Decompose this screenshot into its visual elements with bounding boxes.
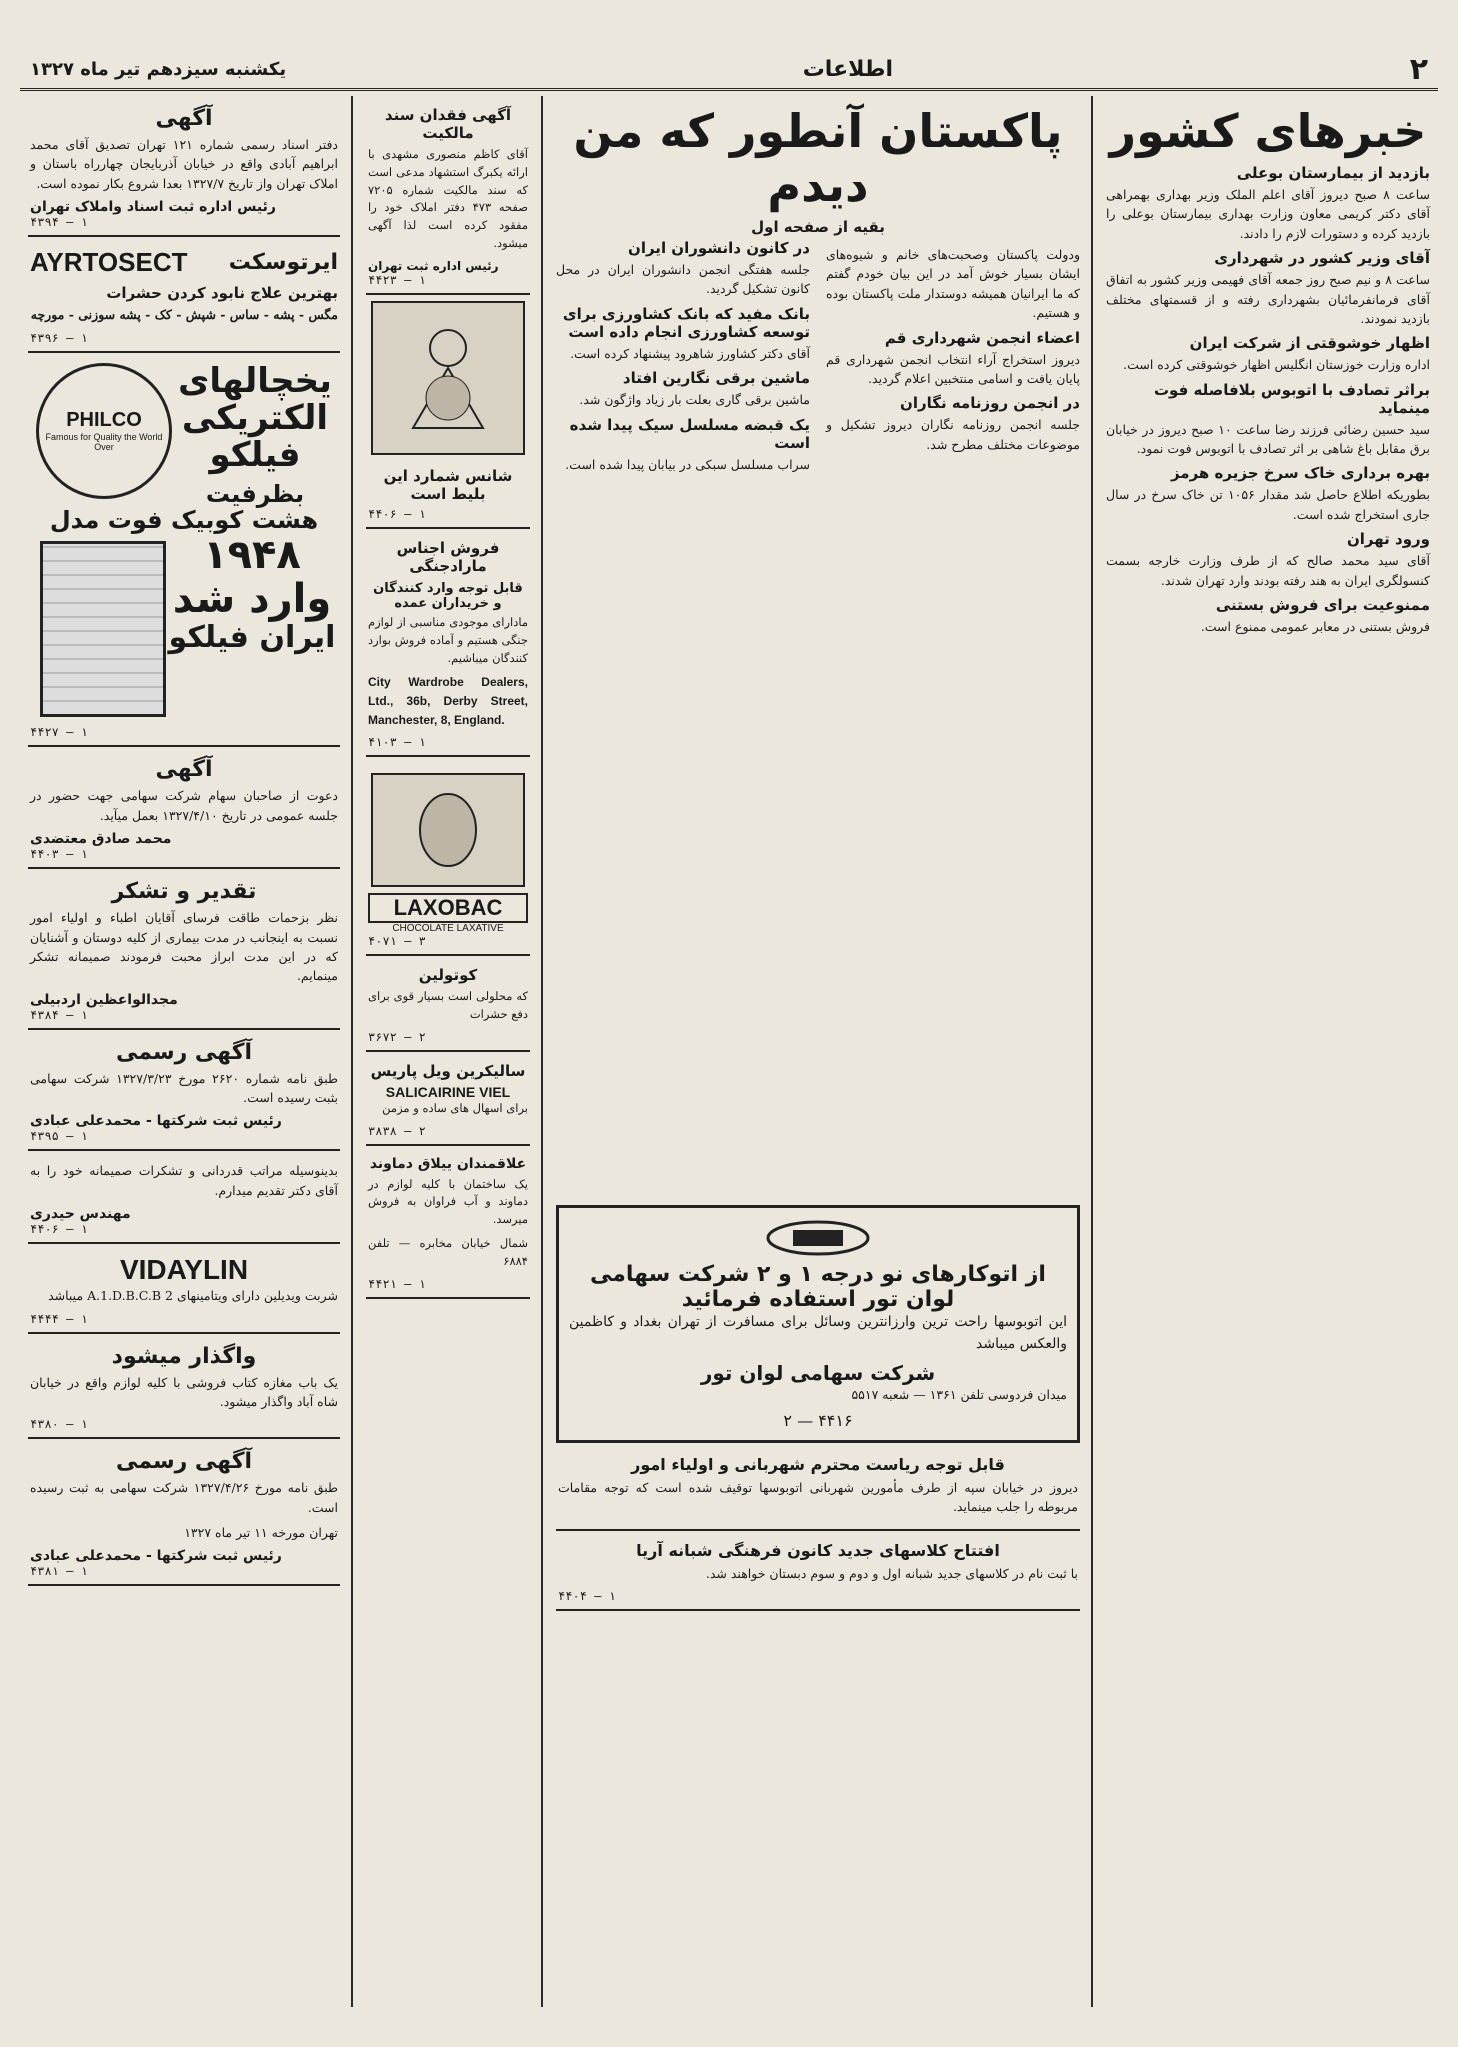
ad-code: ۴۴۱۶ — ۲ — [783, 1410, 853, 1430]
ad-damavand: علاقمندان ییلاق دماوند یک ساختمان با کلیه لوازم در دماوند و آب فراوان به فروش میرسد. شمال خیابان مخابره — تلفن ۶۸۸۴ ۴۴۲۱ — ۱ — [366, 1150, 530, 1299]
news-item: یک قبضه مسلسل سیک پیدا شده است سراب مسلسل سبکی در بیابان پیدا شده است. — [565, 415, 810, 472]
ad-kotolin: کوتولین که محلولی است بسیار قوی برای دفع حشرات ۳۶۷۲ — ۲ — [366, 960, 530, 1052]
column-rule — [1091, 96, 1093, 2007]
refrigerator-icon — [40, 541, 166, 717]
news-item: بانک مفید که بانک کشاورزی برای توسعه کشاورزی انجام داده است آقای دکتر کشاورز شاهرود پیشنهاد کرده است. — [562, 304, 810, 361]
ad-levan-tour: از اتوکارهای نو درجه ۱ و ۲ شرکت سهامی لوان تور استفاده فرمائید این اتوبوسها راحت ترین وارزانترین وسائل برای مسافرت از تهران بغداد و کاظمین والعکس میباشد شرکت سهامی لوان تور میدان فردوسی تلفن ۱۳۶۱ — شعبه ۵۵۱۷ ۴۴۱۶ — ۲ — [556, 1205, 1080, 1443]
section-title: خبرهای کشور — [1109, 104, 1427, 158]
ad-engineer: بدینوسیله مراتب قدردانی و تشکرات صمیمانه خود را به آقای دکتر تقدیم میدارم. مهندس حیدری ۴۴۰۶ — ۱ — [28, 1155, 340, 1244]
ad-salicairine: سالیکرین ویل پاریس SALICAIRINE VIEL برای اسهال های ساده و مزمن ۳۸۳۸ — ۲ — [366, 1056, 530, 1146]
news-item: در کانون دانشوران ایران جلسه هفتگی انجمن دانشوران ایران در محل کانون تشکیل گردید. — [556, 239, 810, 297]
news-item: ممنوعیت برای فروش بستنی فروش بستنی در معابر عمومی ممنوع است. — [1200, 595, 1430, 634]
lottery-illustration — [371, 301, 525, 455]
ad-thanks: تقدیر و تشکر نظر بزحمات طاقت فرسای آقایان اطباء و اولیاء امور نسبت به اینجانب در مدت بیماری از کلیه دوستان و آشنایان که در این مدت ابراز محبت فرمودند صمیمانه تشکر مینمایم. مجدالواعظین اردبیلی ۴۳۸۴ — ۱ — [28, 873, 340, 1030]
ad-shareholders: آگهی دعوت از صاحبان سهام شرکت سهامی جهت حضور در جلسه عمومی در تاریخ ۱۳۲۷/۴/۱۰ بعمل میآید. محمد صادق معتضدی ۴۴۰۳ — ۱ — [28, 751, 340, 869]
column-ads-middle — [358, 96, 538, 2007]
news-item: بازدید از بیمارستان بوعلی ساعت ۸ صبح دیروز آقای اعلم الملک وزیر بهداری بهمراهی آقای دکتر کریمی معاون وزارت بهداری بیمارستان بوعلی را بازدید کرده و دستورات لازم را دادند. — [1106, 164, 1430, 241]
ad-official: آگهی رسمی طبق نامه شماره ۲۶۲۰ مورخ ۱۳۲۷/۳/۲۳ شرکت سهامی بثبت رسیده است. رئیس ثبت شرکتها - محمدعلی عبادی ۴۳۹۵ — ۱ — [28, 1034, 340, 1152]
news-item: در انجمن روزنامه نگاران جلسه انجمن روزنامه نگاران دیروز تشکیل و موضوعات مختلف مطرح شد. — [826, 394, 1080, 452]
ad-lost-deed: آگهی فقدان سند مالکیت آقای کاظم منصوری مشهدی با ارائه یکبرگ استشهاد مدعی است که سند مالکیت شماره ۷۲۰۵ صفحه ۴۷۳ دفتر املاک خود را مفقود کرده است لذا آگهی میشود. رئیس اداره ثبت تهران ۴۴۲۳ — ۱ — [366, 100, 530, 295]
ad-laxobac: LAXOBAC CHOCOLATE LAXATIVE ۴۰۷۱ — ۳ — [366, 761, 530, 956]
philco-logo: PHILCO Famous for Quality the World Over — [36, 363, 172, 499]
bus-emblem-icon — [758, 1218, 878, 1258]
news-item: اعضاء انجمن شهرداری قم دیروز استخراج آراء انتخاب انجمن شهرداری قم پایان یافت و اسامی منتخبین اعلام گردید. — [826, 328, 1080, 386]
column-rule — [351, 96, 353, 2007]
news-item: ورود تهران آقای سید محمد صالح که از طرف وزارت خارجه بسمت کنسولگری ایران به هند رفته بودند وارد تهران شدند. — [1106, 530, 1430, 588]
news-item: ماشین برقی نگارین افتاد ماشین برقی گاری بعلت بار زیاد واژگون شد. — [579, 369, 810, 408]
face-icon — [408, 785, 488, 875]
page-number: ۲ — [1409, 51, 1428, 87]
news-item: اظهار خوشوقتی از شرکت ایران اداره وزارت خوزستان انگلیس اظهار خوشوقتی کرده است. — [1123, 334, 1430, 373]
column-rule — [541, 96, 543, 2007]
ad-notice-deeds: آگهی دفتر اسناد رسمی شماره ۱۲۱ تهران تصدیق آقای محمد ابراهیم آبادی واقع در خیابان آذربایجان چهارراه باستان و املاک تهران واز تاریخ ۱۳۲۷/۷ بعدا شروع بکار نموده است. رئیس اداره ثبت اسناد واملاک تهران ۴۳۹۴ — ۱ — [28, 100, 340, 237]
column-domestic-news — [1098, 96, 1438, 2007]
article-body — [556, 239, 1080, 1199]
paper-title: اطلاعات — [802, 56, 894, 82]
column-ads-left — [20, 96, 348, 2007]
face-illustration — [371, 773, 525, 887]
article-subtitle: بقیه از صفحه اول — [751, 218, 885, 236]
news-item: بهره برداری خاک سرخ جزیره هرمز بطوریکه اطلاع حاصل شد مقدار ۱۰۵۶ تن خاک سرخ در سال جاری استخراج شده است. — [1106, 464, 1430, 522]
news-item: آقای وزیر کشور در شهرداری ساعت ۸ و نیم صبح روز جمعه آقای فهیمی وزیر کشور به اتفاق آقای فرمانفرمائیان بشهرداری رفته و از قسمتهای مختلف بازدید نمودند. — [1106, 249, 1430, 326]
ad-official-2: آگهی رسمی طبق نامه مورخ ۱۳۲۷/۴/۲۶ شرکت سهامی به ثبت رسیده است. تهران مورخه ۱۱ تیر ماه ۱۳۲۷ رئیس ثبت شرکتها - محمدعلی عبادی ۴۳۸۱ — ۱ — [28, 1443, 340, 1586]
ad-vidaylin: VIDAYLIN شربت ویدیلین دارای ویتامینهای A.1.D.B.C.B 2 میباشد ۴۴۴۴ — ۱ — [28, 1248, 340, 1333]
article-title: پاکستان آنطور که من دیدم — [573, 104, 1063, 212]
ad-notice: قابل توجه ریاست محترم شهربانی و اولیاء امور دیروز در خیابان سپه از طرف مأمورین شهربانی اتوبوسها توقیف شده است که توجه مقامات مربوطه را جلب مینماید. — [556, 1449, 1080, 1531]
ad-lottery: شانس شمارد این بلیط است ۴۴۰۶ — ۱ — [366, 461, 530, 529]
ad-war-surplus: فروش اجناس مارادجنگی قابل توجه وارد کنندگان و خریداران عمده مادارای موجودی مناسبی از لوازم جنگی هستیم و آماده فروش بوارد کنندگان میباشیم. City Wardrobe Dealers, Ltd., 36b, Derby Street, Manchester, 8, England. ۴۱۰۳ — ۱ — [366, 533, 530, 757]
column-pakistan — [548, 96, 1088, 2007]
figure-icon — [393, 318, 503, 438]
news-item: براثر تصادف با اتوبوس بلافاصله فوت مینماید سید حسین رضائی فرزند رضا ساعت ۱۰ صبح دیروز در خیابان برق مقابل باغ شاهی بر اثر تصادف با اتوبوس فوت نمود. — [1106, 380, 1430, 456]
ad-ayrtosect: ایرتوسکت AYRTOSECT بهترین علاج نابود کردن حشرات مگس - پشه - ساس - شپش - کک - پشه سوزنی - مورچه ۴۳۹۶ — ۱ — [28, 241, 340, 352]
masthead — [20, 50, 1438, 91]
ad-classes: افتتاح کلاسهای جدید کانون فرهنگی شبانه آریا با ثبت نام در کلاسهای جدید شبانه اول و دوم و سوم دبستان خواهند شد. ۴۴۰۴ — ۱ — [556, 1535, 1080, 1611]
ad-transfer: واگذار میشود یک باب مغازه کتاب فروشی با کلیه لوازم واقع در خیابان شاه آباد واگذار میشود. ۴۳۸۰ — ۱ — [28, 1338, 340, 1440]
ad-philco: PHILCO Famous for Quality the World Over یخچالهای الکتریکی فیلکو بظرفیت هشت کوبیک فوت مدل ۱۹۴۸ وارد شد ایران فیلکو ۴۴۲۷ — ۱ — [28, 357, 340, 748]
news-item: ودولت پاکستان وصحبت‌های خانم و شیوه‌های ایشان بسیار خوش آمد در این بیان خودم گفتم که ما ایرانیان همیشه دوستدار ملت پاکستان بوده و هستیم. — [826, 247, 1080, 321]
issue-date: یکشنبه سیزدهم تیر ماه ۱۳۲۷ — [30, 58, 287, 80]
